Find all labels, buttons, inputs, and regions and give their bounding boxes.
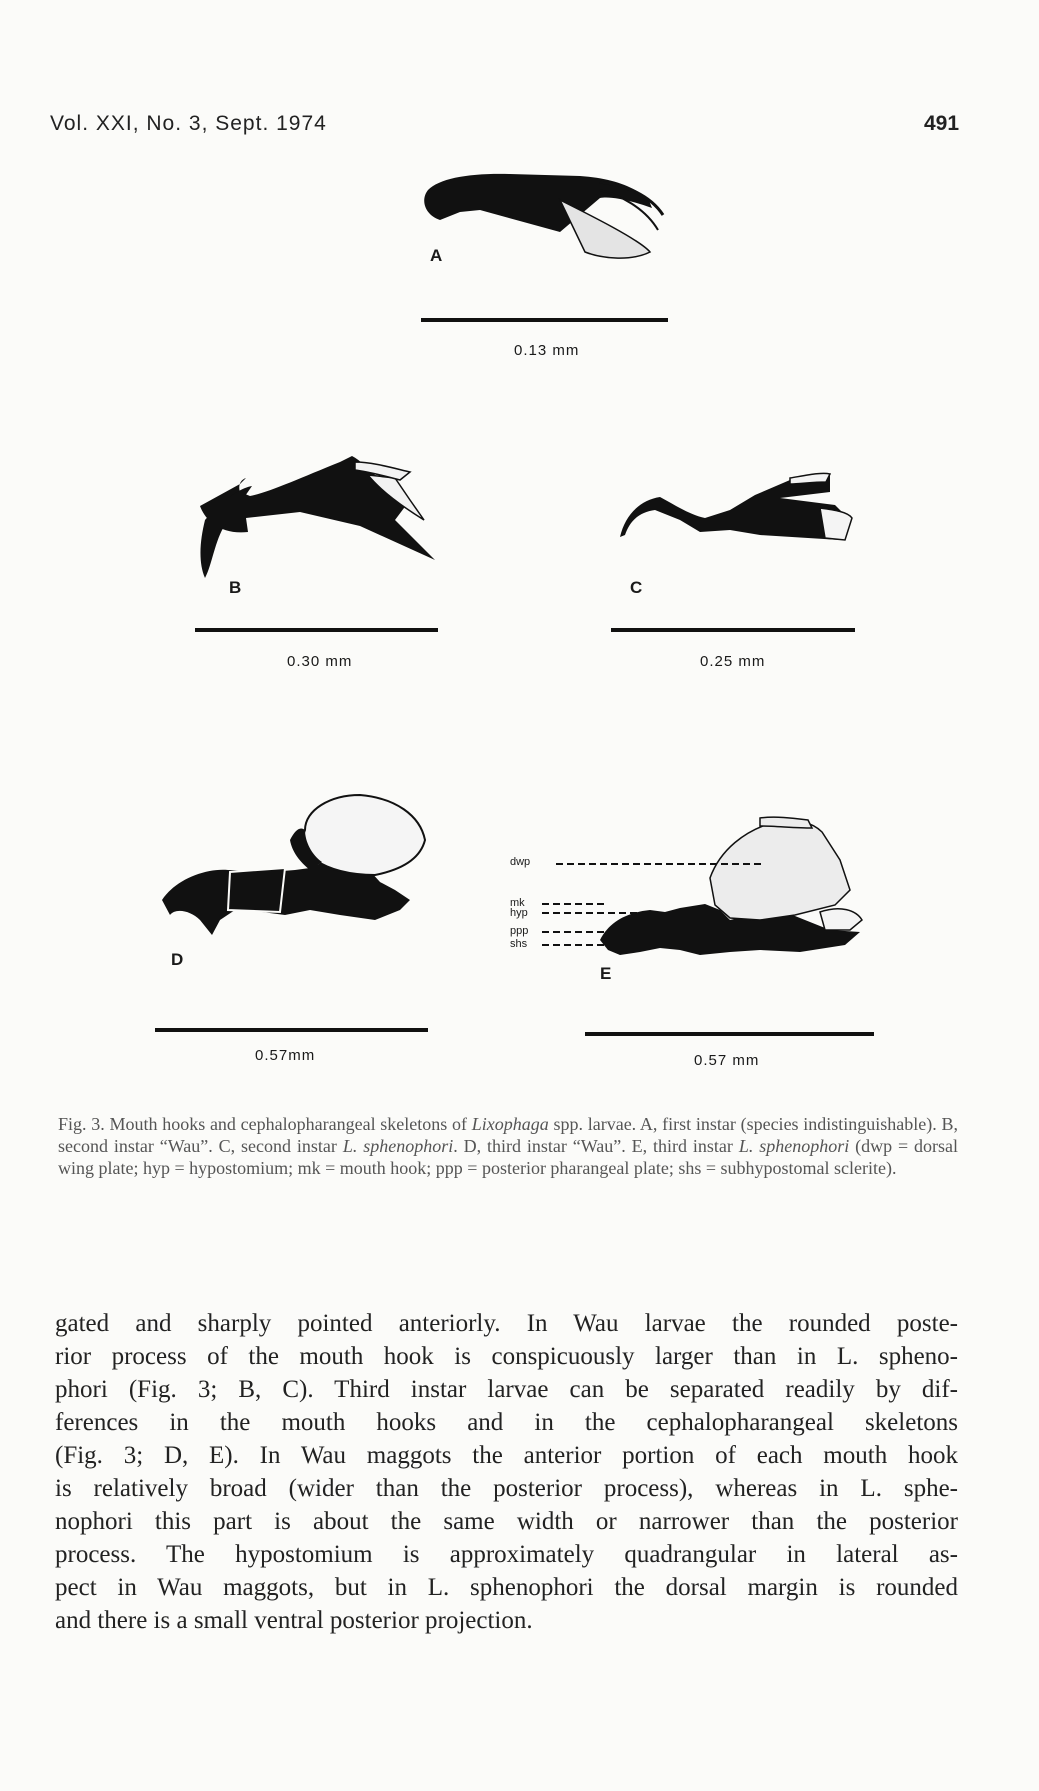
panel-label-c: C	[630, 578, 643, 597]
body-line: process. The hypostomium is approximately quadrangular in lateral as-	[55, 1541, 958, 1568]
drawing-a	[424, 174, 663, 258]
body-line: and there is a small ventral posterior projection.	[55, 1607, 533, 1634]
panel-label-e: E	[600, 964, 612, 983]
drawing-e	[600, 817, 862, 955]
scale-label-b: 0.30 mm	[287, 653, 353, 670]
scale-label-a: 0.13 mm	[514, 342, 580, 359]
body-line: ferences in the mouth hooks and in the cephalopharangeal skeletons	[55, 1409, 958, 1436]
drawing-b	[200, 456, 435, 578]
panel-label-b: B	[229, 578, 242, 597]
body-line: nophori this part is about the same width or narrower than the posterior	[55, 1508, 958, 1535]
figure-caption	[58, 1113, 958, 1179]
body-line: rior process of the mouth hook is conspicuously larger than in L. spheno-	[55, 1343, 958, 1370]
body-line: (Fig. 3; D, E). In Wau maggots the anterior portion of each mouth hook	[55, 1442, 958, 1469]
body-line: gated and sharply pointed anteriorly. In Wau larvae the rounded poste-	[55, 1310, 958, 1337]
body-line: phori (Fig. 3; B, C). Third instar larvae can be separated readily by dif-	[55, 1376, 958, 1403]
panel-label-d: D	[171, 950, 184, 969]
scale-label-e: 0.57 mm	[694, 1052, 760, 1069]
callout-dwp: dwp	[510, 856, 531, 868]
callout-ppp: ppp	[510, 925, 529, 937]
caption-species-2: L. sphenophori	[738, 1136, 850, 1156]
running-header: Vol. XXI, No. 3, Sept. 1974	[50, 112, 327, 135]
caption-species-1: L. sphenophori	[342, 1136, 454, 1156]
caption-genus: Lixophaga	[471, 1114, 549, 1134]
drawing-d	[162, 795, 425, 935]
caption-fig-label: Fig. 3.	[58, 1114, 105, 1134]
callout-hyp: hyp	[510, 907, 528, 919]
body-paragraph	[55, 1307, 958, 1637]
scale-label-c: 0.25 mm	[700, 653, 766, 670]
body-line: pect in Wau maggots, but in L. sphenophori the dorsal margin is rounded	[55, 1574, 958, 1601]
callout-shs: shs	[510, 938, 528, 950]
caption-text-b: spp. larvae. A, first instar (species indistinguishable). B, second instar “Wau”. C, second instar	[58, 1114, 959, 1156]
scale-label-d: 0.57mm	[255, 1047, 316, 1064]
callout-mk: mk	[510, 897, 525, 909]
panel-label-a: A	[430, 246, 443, 265]
drawing-c	[620, 473, 852, 540]
page-number: 491	[924, 112, 960, 135]
caption-text-a: Mouth hooks and cephalopharangeal skeletons of	[104, 1114, 472, 1134]
caption-text-c: . D, third instar “Wau”. E, third instar	[453, 1136, 739, 1156]
body-line: is relatively broad (wider than the posterior process), whereas in L. sphe-	[55, 1475, 958, 1502]
caption-text-d: (dwp = dorsal wing plate; hyp = hypostomium; mk = mouth hook; ppp = posterior pharangeal plate; shs = subhypostomal sclerite).	[58, 1136, 959, 1178]
